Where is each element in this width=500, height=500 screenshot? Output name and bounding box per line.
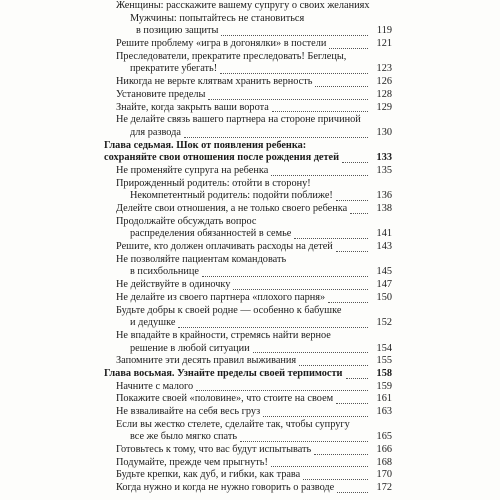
toc-page-number: 130 [376,126,392,138]
toc-entry-title: Когда нужно и когда не нужно говорить о разводе [116,482,335,494]
toc-entry [0,381,500,394]
toc-page-number: 133 [376,152,392,164]
toc-entry-title: все же было мягко спать [130,431,238,443]
toc-entry-title: Не променяйте супруга на ребенка [116,164,269,176]
toc-entry [0,38,500,51]
toc-entry [0,216,500,229]
toc-leader-dots [337,479,368,493]
toc-leader-dots [233,276,368,290]
toc-leader-dots [263,403,368,417]
toc-entry-title: Не впадайте в крайности, стремясь найти верное [116,329,331,341]
toc-entry-title: Не делайте связь вашего партнера на стороне причиной [116,114,361,126]
toc-leader-dots [336,187,368,201]
toc-leader-dots [208,86,368,100]
toc-entry [0,190,500,203]
toc-entry [0,89,500,102]
toc-entry-title: Установите пределы [116,88,206,100]
toc-page-number: 129 [376,101,392,113]
toc-entry-title: распределения обязанностей в семье [130,228,292,240]
toc-entry-title: Никогда не верьте клятвам хранить верность [116,76,313,88]
toc-leader-dots [178,314,368,328]
toc-leader-dots [271,162,368,176]
toc-entry [0,152,500,165]
toc-entry-title: Не позволяйте пациентам командовать [116,253,287,265]
toc-entry [0,431,500,444]
toc-leader-dots [196,378,368,392]
toc-entry [0,469,500,482]
toc-entry [0,279,500,292]
toc-page-number: 155 [376,355,392,367]
toc-entry-title: Женщины: расскажите вашему супругу о своих желаниях [116,0,370,11]
toc-page-number: 168 [376,456,392,468]
toc-page-number: 121 [376,38,392,50]
toc-page-number: 136 [376,190,392,202]
toc-page-number: 128 [376,88,392,100]
toc-leader-dots [303,466,368,480]
toc-leader-dots [329,35,368,49]
toc-entry-title: в психбольнице [130,266,199,278]
toc-page-number: 163 [376,406,392,417]
toc-page-number: 145 [376,266,392,278]
toc-entry-title: Глава восьмая. Узнайте пределы своей терпимости [104,367,343,379]
toc-entry-title: в позицию защиты [136,25,219,37]
toc-entry-title: Продолжайте обсуждать вопрос [116,215,257,227]
toc-entry [0,228,500,241]
toc-entry [0,165,500,178]
toc-leader-dots [220,60,368,74]
toc-leader-dots [221,22,368,36]
toc-entry-title: Не взваливайте на себя весь груз [116,406,261,417]
toc-leader-dots [315,73,368,87]
toc-entry [0,317,500,330]
toc-page-number: 123 [376,63,392,75]
toc-entry-title: Подумайте, прежде чем прыгнуть! [116,456,268,468]
toc-entry [0,63,500,76]
toc-entry-title: Начните с малого [116,380,194,392]
toc-entry [0,482,500,495]
toc-page-number: 165 [376,431,392,443]
toc-entry-title: Преследователи, прекратите преследовать! Беглецы, [116,50,347,62]
toc-leader-dots [184,124,368,138]
toc-entry-title: Делейте свои отношения, а не только своего ребенка [116,203,348,214]
toc-entry [0,203,500,216]
toc-leader-dots [342,149,368,163]
toc-page-number: 172 [376,482,392,494]
toc-entry-title: прекратите убегать! [130,63,218,75]
toc-leader-dots [336,238,368,252]
toc-leader-dots [346,365,368,379]
toc-leader-dots [271,454,368,468]
toc-page-number: 138 [376,203,392,214]
toc-entry [0,0,500,13]
toc-entry-title: Не действуйте в одиночку [116,279,231,291]
toc-entry-title: Решите, кто должен оплачивать расходы на детей [116,241,333,253]
toc-page-number: 166 [376,444,392,456]
toc-entry-title: Некомпетентный родитель: подойти поближе! [130,190,333,202]
toc-leader-dots [299,352,368,366]
toc-entry-title: Готовьтесь к тому, что вас будут испытывать [116,444,312,456]
toc-entry-title: Запомните эти десять правил выживания [116,355,297,367]
toc-page-number: 158 [376,367,392,379]
toc-leader-dots [294,225,368,239]
toc-entry-title: Будьте крепки, как дуб, и гибки, как трава [116,469,301,481]
toc-entry [0,25,500,38]
toc-entry-title: Глава седьмая. Шок от появления ребенка: [104,139,307,151]
toc-page-number: 150 [376,291,392,303]
toc-page-number: 141 [376,228,392,240]
toc-entry [0,406,500,419]
toc-page-number: 126 [376,76,392,88]
toc-entry [0,343,500,356]
toc-page-number: 170 [376,469,392,481]
toc-page-number: 159 [376,380,392,392]
toc-entry [0,102,500,115]
toc-leader-dots [350,200,368,214]
toc-page-number: 143 [376,241,392,253]
toc-entry [0,127,500,140]
toc-entry-title: Решите проблему «игра в догонялки» в постели [116,38,327,50]
toc-entry-title: и дедушке [130,317,176,329]
toc-entry [0,140,500,153]
toc-entry [0,393,500,406]
toc-entry [0,444,500,457]
toc-page-number: 135 [376,164,392,176]
toc-leader-dots [314,441,368,455]
toc-entry-title: Прирожденный родитель: отойти в сторону! [116,177,311,189]
toc-entry-title: решение в любой ситуации [130,342,250,354]
toc-entry-title: сохраняйте свои отношения после рождения детей [104,152,340,164]
toc-entry-title: Не делайте из своего партнера «плохого парня» [116,291,326,303]
toc-entry-title: для развода [130,126,181,138]
toc-leader-dots [240,428,368,442]
toc-page-number: 161 [376,393,392,405]
toc-page-number: 147 [376,279,392,291]
toc-page-number: 119 [376,25,392,37]
toc-leader-dots [253,340,368,354]
toc-entry [0,330,500,343]
toc-leader-dots [272,99,368,113]
toc-entry-title: Мужчины: попытайтесь не становиться [130,12,305,24]
toc-entry-title: Будьте добры к своей родне — особенно к бабушке [116,304,342,316]
toc-leader-dots [336,390,368,404]
toc-entry [0,355,500,368]
toc-entry-title: Покажите своей «половине», что стоите на своем [116,393,334,405]
toc-leader-dots [328,289,368,303]
toc-entry-title: Знайте, когда закрыть ваши ворота [116,101,269,113]
toc-entry [0,457,500,470]
toc-page-number: 154 [376,342,392,354]
toc-leader-dots [202,263,368,277]
toc-entry-title: Если вы жестко стелете, сделайте так, чтобы супругу [116,418,350,430]
toc-page-number: 152 [376,317,392,329]
toc-entry [0,178,500,191]
toc-entry [0,292,500,305]
toc-entry [0,241,500,254]
